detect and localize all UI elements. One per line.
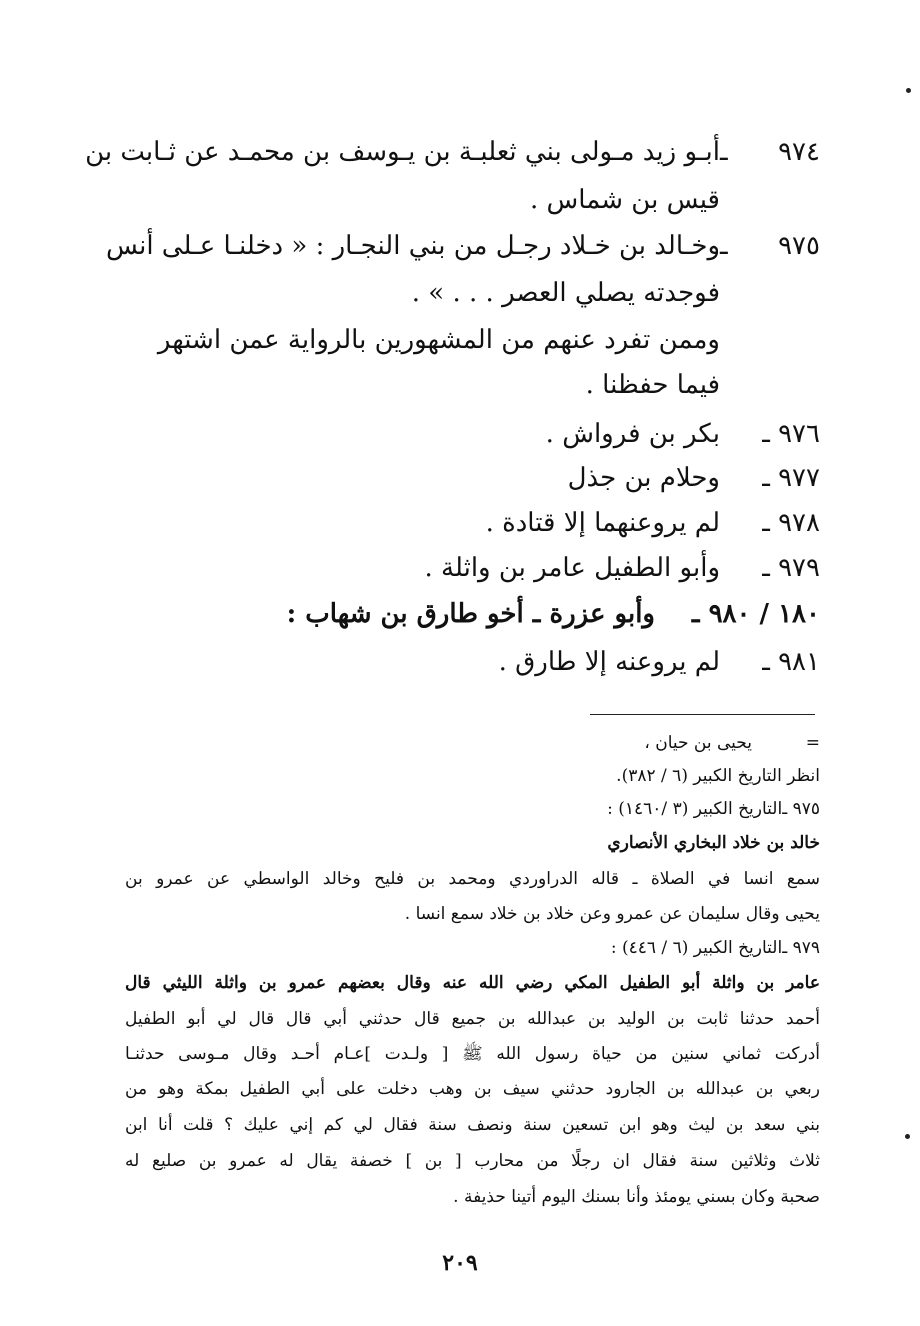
entry-number: ٩٧٩ ـ [762,553,820,583]
entry-text: وأبو عزرة ـ أخو طارق بن شهاب : [286,599,655,629]
entry-text: لم يروعنه إلا طارق . [498,647,720,677]
footnote-text: أحمد حدثنا ثابت بن الوليد بن عبدالله بن جميع قال حدثني أبي قال قال لي أبو الطفيل [125,1009,820,1029]
entry-text: قيس بن شماس . [530,185,720,215]
footnote-line [607,794,820,824]
footnote-marker: = [805,733,820,753]
footnote-text: ثلاث وثلاثين سنة فقال ان رجلًا من محارب [ بن ] خصفة يقال له عمرو بن صليع له [125,1151,820,1171]
page-number: ٢٠٩ [442,1250,478,1276]
entry-979 [425,546,821,590]
entry-975-continuation [412,271,820,315]
entry-text: لم يروعنهما إلا قتادة . [485,508,720,538]
footnote-line [125,968,820,998]
footnote-line [125,1146,820,1176]
entry-number: ١٨٠ / ٩٨٠ ـ [691,599,820,629]
footnote-line [125,864,820,894]
scan-speck [905,1134,910,1139]
footnote-text: ربعي بن عبدالله بن الجارود حدثني سيف بن وهب دخلت على أبي الطفيل بمكة وهو من [125,1079,820,1099]
entry-977 [568,456,820,500]
entry-text: وأبو الطفيل عامر بن واثلة . [424,553,720,583]
footnote-line [125,1004,820,1034]
entry-text: أبـو زيد مـولى بني ثعلبـة بن يـوسف بن محمـد عن ثـابت بن [85,137,720,167]
entry-975 [105,224,820,268]
scan-speck [906,88,911,93]
entry-text: فيما حفظنا . [585,370,720,400]
entry-number: ٩٧٧ ـ [762,463,820,493]
footnote-line [405,899,820,929]
entry-text: وممن تفرد عنهم من المشهورين بالرواية عمن اشتهر [157,325,720,355]
footnote-text: خالد بن خلاد البخاري الأنصاري [607,833,820,853]
footnote-line [611,933,820,963]
entry-981 [499,640,820,684]
footnote-text: انظر التاريخ الكبير (٦ / ٣٨٢). [616,766,820,786]
footnote-text: التاريخ الكبير (٣ /١٤٦٠) : [607,799,783,819]
footnote-text: يحيى بن حيان ، [644,733,752,753]
entry-number: ٩٧٨ ـ [762,508,820,538]
footnote-text: أدركت ثماني سنين من حياة رسول الله ﷺ [ ولـدت ]عـام أحـد وقال مـوسى حدثنـا [125,1044,820,1064]
section-note [158,318,820,362]
footnote-line [607,828,820,858]
footnote-line [125,1039,820,1069]
entry-number: ٩٧٤ ـ [720,137,820,167]
footnote-text: يحيى وقال سليمان عن عمرو وعن خلاد بن خلاد سمع انسا . [404,904,820,924]
footnote-text: عامر بن واثلة أبو الطفيل المكي رضي الله عنه وقال بعضهم عمرو بن واثلة الليثي قال [125,973,820,993]
entry-978 [486,501,820,545]
footnote-line [453,1182,820,1212]
footnote-marker: ٩٧٩ ـ [782,938,820,958]
entry-974-continuation [530,178,820,222]
entry-976 [546,412,820,456]
footnote-line [616,761,820,791]
footnote-text: صحبة وكان بسني يومئذ وأنا بسنك اليوم أتينا حذيفة . [453,1187,820,1207]
footnote-line [125,1110,820,1140]
entry-text: وحلام بن جذل [567,463,720,493]
entry-number: ٩٧٦ ـ [762,419,820,449]
entry-980 [287,592,820,636]
entry-text: بكر بن فرواش . [545,419,720,449]
footnote-text: التاريخ الكبير (٦ / ٤٤٦) : [610,938,783,958]
entry-number: ٩٨١ ـ [762,647,820,677]
entry-974 [85,130,820,174]
entry-text: وخـالد بن خـلاد رجـل من بني النجـار : « دخلنـا عـلى أنس [105,231,720,261]
footnote-line [644,728,820,758]
entry-number: ٩٧٥ ـ [720,231,820,261]
footnote-separator [590,714,815,715]
section-note-continuation [586,363,820,407]
entry-text: فوجدته يصلي العصر . . . » . [411,278,720,308]
footnote-text: سمع انسا في الصلاة ـ قاله الدراوردي ومحمد بن فليح وخالد الواسطي عن عمرو بن [125,869,820,889]
footnote-text: بني سعد بن ليث وهو ابن تسعين سنة ونصف سنة فقال لي كم إني عليك ؟ قلت أنا ابن [125,1115,820,1135]
footnote-line [125,1074,820,1104]
footnote-marker: ٩٧٥ ـ [782,799,820,819]
